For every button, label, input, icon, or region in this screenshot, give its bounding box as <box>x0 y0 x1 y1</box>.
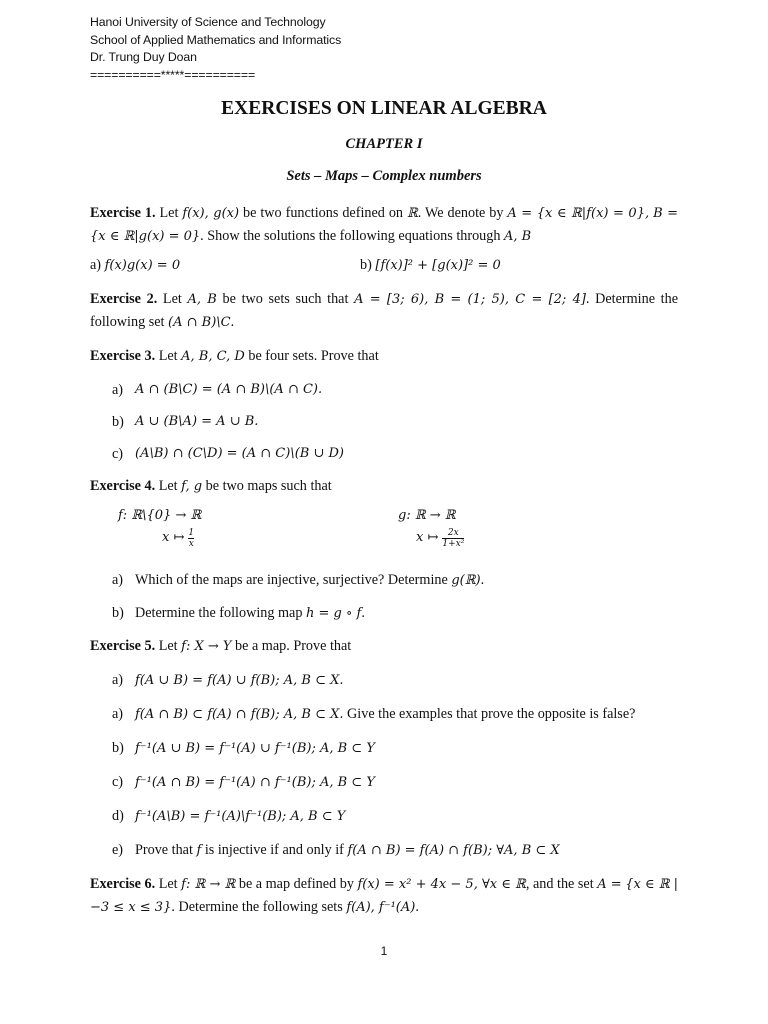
math-expression: A, B <box>187 291 217 307</box>
item-label: a) <box>112 571 124 588</box>
exercise-text: , and the set <box>525 875 598 892</box>
exercise-1-part-b <box>360 254 501 277</box>
math-expression: f(A), f⁻¹(A) <box>346 899 416 915</box>
math-expression: g(ℝ) <box>451 572 481 588</box>
math-expression: A = {x ∈ ℝ|f(x) = 0}, <box>507 205 650 221</box>
math-expression: (A\B) ∩ (C\D) = (A ∩ C)\(B ∪ D) <box>135 445 344 461</box>
exercise-label: Exercise 5. <box>90 637 156 654</box>
math-expression: f(A ∪ B) = f(A) ∪ f(B); A, B ⊂ X. <box>135 672 344 688</box>
item-label: c) <box>112 773 124 790</box>
exercise-3-item <box>90 380 678 400</box>
exercise-text: . Show the solutions the following equations through <box>200 227 505 244</box>
math-expression: f(A ∩ B) ⊂ f(A) ∩ f(B); A, B ⊂ X. <box>135 706 344 722</box>
exercise-3-item <box>90 444 678 464</box>
exercise-label: Exercise 4. <box>90 477 156 494</box>
math-expression: A ∩ (B\C) = (A ∩ B)\(A ∩ C). <box>135 381 323 397</box>
item-label: a) <box>112 705 124 722</box>
exercise-3 <box>90 345 678 368</box>
item-text: Give the examples that prove the opposite is false? <box>343 705 636 722</box>
fraction-denominator: 1+x² <box>442 538 465 549</box>
math-expression: A, B <box>504 228 532 244</box>
fraction-numerator: 2x <box>447 527 459 538</box>
map-f-rule <box>162 528 194 549</box>
exercise-1 <box>90 202 678 248</box>
item-text: Which of the maps are injective, surjective? Determine <box>135 571 452 588</box>
part-label: b) <box>360 256 376 273</box>
exercise-text: Let <box>155 637 182 654</box>
math-expression: A = [3; 6), B = (1; 5), C = [2; 4] <box>354 291 586 307</box>
item-text: Prove that <box>135 841 197 858</box>
chapter-subtitle: Sets – Maps – Complex numbers <box>286 167 482 184</box>
math-expression: ℝ <box>406 205 418 221</box>
math-expression: f(x) = x² + 4x − 5, ∀x ∈ ℝ <box>357 876 526 892</box>
exercise-1-part-a <box>90 254 360 277</box>
exercise-5-item <box>90 704 678 725</box>
math-expression: f(x)g(x) = 0 <box>104 257 181 273</box>
exercise-2 <box>90 288 678 334</box>
map-g-rule <box>416 528 464 549</box>
item-label: b) <box>112 739 124 756</box>
item-label: b) <box>112 604 124 621</box>
item-label: e) <box>112 841 124 858</box>
exercise-label: Exercise 6. <box>90 875 156 892</box>
exercise-text: be two maps such that <box>202 477 332 494</box>
item-label: d) <box>112 807 124 824</box>
exercise-text: Let <box>157 290 188 307</box>
header-separator: ==========*****========== <box>90 67 256 82</box>
exercise-text: . Determine the following sets <box>171 898 347 915</box>
math-expression: A, B, C, D <box>181 348 245 364</box>
university-name: Hanoi University of Science and Technology <box>90 15 326 29</box>
fraction-denominator: x <box>188 538 194 549</box>
exercise-text: . We denote by <box>417 204 508 221</box>
item-text: . <box>480 571 485 588</box>
exercise-text: . <box>230 313 235 330</box>
item-text: Determine the following map <box>135 604 306 621</box>
math-expression: A ∪ (B\A) = A ∪ B. <box>135 413 259 429</box>
exercise-text: Let <box>155 347 182 364</box>
exercise-label: Exercise 3. <box>90 347 156 364</box>
exercise-label: Exercise 2. <box>90 290 158 307</box>
document-title: EXERCISES ON LINEAR ALGEBRA <box>221 98 547 119</box>
fraction-numerator: 1 <box>188 527 195 538</box>
map-f-arrow: x ↦ <box>162 530 185 546</box>
exercise-5-item <box>90 806 678 827</box>
math-expression: f <box>196 842 202 858</box>
item-label: a) <box>112 381 124 398</box>
exercise-text: be two sets such that <box>216 290 355 307</box>
exercise-3-item <box>90 412 678 432</box>
math-expression: f⁻¹(A ∩ B) = f⁻¹(A) ∩ f⁻¹(B); A, B ⊂ Y <box>135 774 375 790</box>
part-label: a) <box>90 256 105 273</box>
map-g-definition <box>398 506 678 564</box>
math-expression: h = g ∘ f <box>306 605 362 621</box>
map-g-arrow: x ↦ <box>416 530 439 546</box>
exercise-1-parts <box>90 254 678 277</box>
map-g-signature: g: ℝ → ℝ <box>398 507 456 523</box>
math-expression: f, g <box>181 478 203 494</box>
map-g-fraction <box>442 528 464 549</box>
exercise-text: . <box>415 898 419 915</box>
chapter-heading: CHAPTER I <box>345 136 423 152</box>
exercise-5-item <box>90 772 678 793</box>
exercise-text: Let <box>155 875 182 892</box>
math-expression: A = <box>597 876 622 892</box>
exercise-text: be four sets. Prove that <box>244 347 379 364</box>
school-name: School of Applied Mathematics and Informatics <box>90 32 342 47</box>
page-number: 1 <box>380 944 388 958</box>
math-expression: {x ∈ ℝ |−3 ≤ x ≤ 3} <box>90 876 679 915</box>
exercise-4 <box>90 475 678 498</box>
map-f-definition <box>118 506 398 564</box>
math-expression: f⁻¹(A\B) = f⁻¹(A)\f⁻¹(B); A, B ⊂ Y <box>135 808 346 824</box>
exercise-text: . Determine the following set <box>90 290 678 330</box>
math-expression: f(x), g(x) <box>182 205 240 221</box>
exercise-5-item <box>90 670 678 691</box>
item-label: a) <box>112 671 124 688</box>
math-expression: [f(x)]² + [g(x)]² = 0 <box>375 257 501 273</box>
math-expression: f(A ∩ B) = f(A) ∩ f(B); ∀A, B ⊂ X <box>347 842 560 858</box>
map-definitions <box>90 506 678 564</box>
document-header <box>90 14 678 84</box>
exercise-5 <box>90 635 678 658</box>
exercise-5-item <box>90 738 678 759</box>
math-expression: f⁻¹(A ∪ B) = f⁻¹(A) ∪ f⁻¹(B); A, B ⊂ Y <box>135 740 375 756</box>
exercise-text: be a map defined by <box>235 875 358 892</box>
item-label: c) <box>112 445 124 462</box>
exercise-text: Let <box>155 477 182 494</box>
author-name: Dr. Trung Duy Doan <box>90 50 197 64</box>
exercise-text: Let <box>155 204 183 221</box>
item-text: is injective if and only if <box>201 841 348 858</box>
exercise-label: Exercise 1. <box>90 204 156 221</box>
exercise-6 <box>90 873 678 919</box>
exercise-text: be two functions defined on <box>239 204 407 221</box>
math-expression: f: ℝ → ℝ <box>181 876 236 892</box>
exercise-4-item <box>90 570 678 591</box>
math-expression: f: X → Y <box>181 638 232 654</box>
item-label: b) <box>112 413 124 430</box>
exercise-4-item <box>90 603 678 624</box>
item-text: . <box>361 604 365 621</box>
exercise-text: be a map. Prove that <box>231 637 352 654</box>
map-f-fraction <box>188 528 194 549</box>
map-f-signature: f: ℝ\{0} → ℝ <box>118 507 202 523</box>
exercise-5-item <box>90 840 678 861</box>
math-expression: (A ∩ B)\C <box>168 314 231 330</box>
math-expression: B = {x ∈ ℝ|g(x) = 0} <box>90 205 679 244</box>
